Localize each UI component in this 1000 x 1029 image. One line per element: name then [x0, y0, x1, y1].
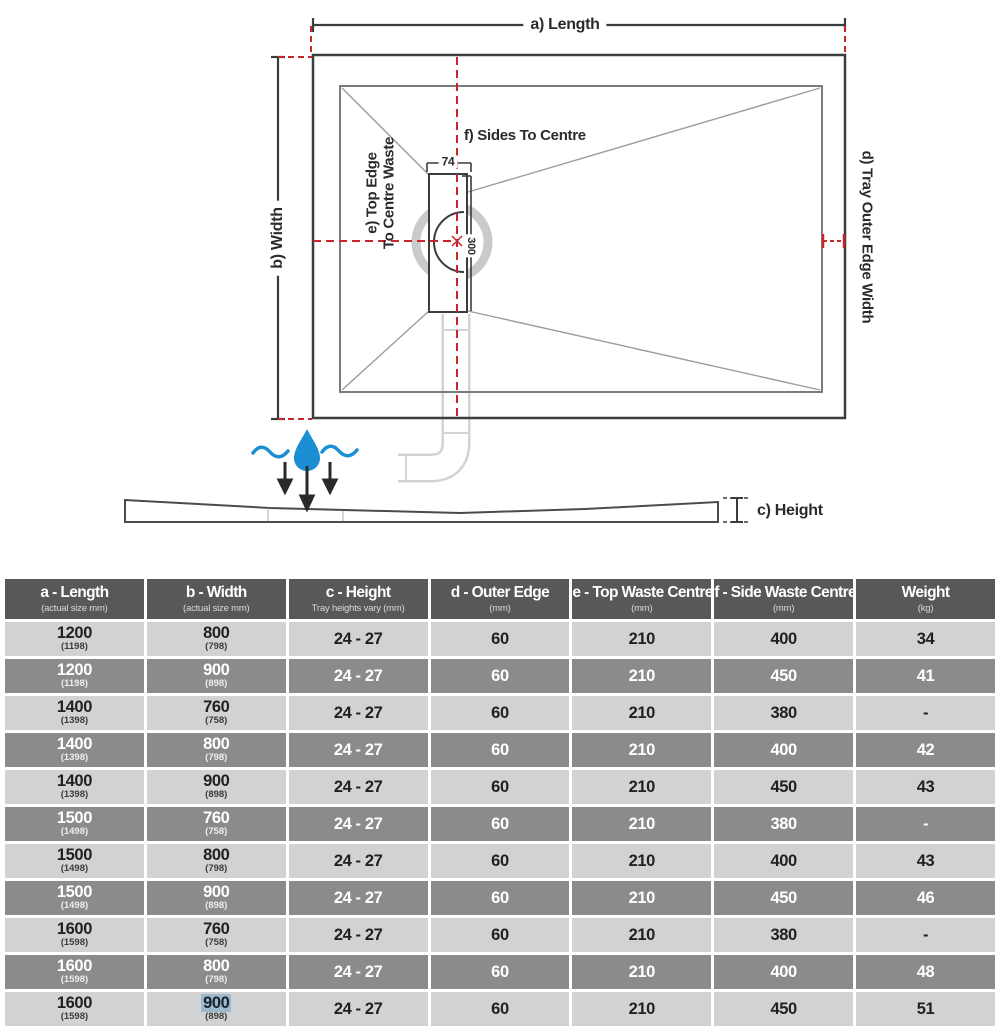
- cell-value: 1200: [56, 661, 92, 680]
- cell-actual-size: (898): [205, 789, 228, 801]
- cell-outer_edge: 60: [431, 659, 570, 693]
- cell-value: 1400: [56, 735, 92, 754]
- header-f-side-waste: [714, 579, 857, 619]
- water-drop-icon: [294, 429, 320, 471]
- cell-value: 1500: [56, 883, 92, 902]
- cell-weight: -: [856, 807, 995, 841]
- cell-side_waste: 400: [714, 955, 853, 989]
- cell-top_waste: 210: [572, 733, 711, 767]
- table-row: [5, 622, 995, 656]
- cell-top_waste: 210: [572, 807, 711, 841]
- label-e-line1: e) Top Edge: [363, 152, 381, 234]
- cell-length: [5, 622, 144, 656]
- cell-height: 24 - 27: [289, 955, 428, 989]
- cell-side_waste: 400: [714, 622, 853, 656]
- cell-actual-size: (798): [205, 752, 228, 764]
- cell-actual-size: (798): [205, 974, 228, 986]
- cell-actual-size: (1498): [60, 863, 89, 875]
- cell-actual-size: (1198): [60, 641, 88, 653]
- cell-outer_edge: 60: [431, 807, 570, 841]
- header-weight: [856, 579, 995, 619]
- water-flow-icon: [253, 429, 357, 509]
- cell-outer_edge: 60: [431, 881, 570, 915]
- cell-value: 800: [203, 957, 230, 976]
- table-row: [5, 733, 995, 767]
- cell-top_waste: 210: [572, 881, 711, 915]
- cell-top_waste: 210: [572, 659, 711, 693]
- cell-height: 24 - 27: [289, 733, 428, 767]
- cell-value: 900: [203, 883, 230, 902]
- header-subtitle: (actual size mm): [183, 603, 250, 614]
- cell-actual-size: (1598): [60, 1011, 89, 1023]
- cell-value: 1600: [56, 994, 92, 1013]
- cell-weight: 46: [856, 881, 995, 915]
- cell-actual-size: (1398): [60, 789, 89, 801]
- cell-actual-size: (1598): [60, 974, 89, 986]
- cell-top_waste: 210: [572, 770, 711, 804]
- cell-length: [5, 881, 144, 915]
- cell-length: [5, 733, 144, 767]
- cell-side_waste: 400: [714, 733, 853, 767]
- cell-actual-size: (898): [205, 1011, 228, 1023]
- table-row: [5, 992, 995, 1026]
- waste-pipe-icon: [398, 314, 470, 482]
- cell-side_waste: 450: [714, 992, 853, 1026]
- cell-outer_edge: 60: [431, 918, 570, 952]
- label-waste-width: 74: [439, 155, 458, 168]
- cell-top_waste: 210: [572, 696, 711, 730]
- cell-weight: 48: [856, 955, 995, 989]
- header-title: d - Outer Edge: [450, 584, 550, 601]
- spec-table: [2, 576, 998, 1029]
- wave-right-icon: [322, 446, 357, 456]
- cell-outer_edge: 60: [431, 844, 570, 878]
- cell-weight: 41: [856, 659, 995, 693]
- cell-width: [147, 955, 286, 989]
- cell-width: [147, 696, 286, 730]
- cell-actual-size: (898): [205, 678, 228, 690]
- cell-length: [5, 992, 144, 1026]
- cell-weight: 43: [856, 770, 995, 804]
- cell-height: 24 - 27: [289, 881, 428, 915]
- header-c-height: [289, 579, 428, 619]
- label-e-line2: To Centre Waste: [380, 136, 397, 250]
- cell-length: [5, 770, 144, 804]
- table-row: [5, 659, 995, 693]
- label-b-width: b) Width: [269, 200, 287, 275]
- cell-value: 760: [203, 920, 230, 939]
- cell-length: [5, 696, 144, 730]
- header-subtitle: (kg): [917, 603, 934, 614]
- label-f-sides: f) Sides To Centre: [464, 127, 586, 144]
- cell-value: 1600: [56, 957, 92, 976]
- header-title: Weight: [901, 584, 950, 601]
- cell-actual-size: (1598): [60, 937, 89, 949]
- cell-side_waste: 400: [714, 844, 853, 878]
- cell-length: [5, 807, 144, 841]
- cell-height: 24 - 27: [289, 918, 428, 952]
- tray-side-profile: [125, 500, 718, 522]
- cell-width: [147, 992, 286, 1026]
- header-subtitle: (mm): [631, 603, 653, 614]
- cell-value: 800: [203, 624, 230, 643]
- cell-value: 800: [203, 846, 230, 865]
- wave-left-icon: [253, 447, 288, 457]
- cell-top_waste: 210: [572, 918, 711, 952]
- cell-value: 900: [203, 661, 230, 680]
- cell-width: [147, 844, 286, 878]
- table-row: [5, 696, 995, 730]
- cell-value: 1600: [56, 920, 92, 939]
- cell-actual-size: (898): [205, 900, 228, 912]
- cell-width: [147, 622, 286, 656]
- cell-height: 24 - 27: [289, 807, 428, 841]
- table-row: [5, 955, 995, 989]
- cell-length: [5, 659, 144, 693]
- cell-width: [147, 918, 286, 952]
- cell-actual-size: (1198): [60, 678, 88, 690]
- cell-height: 24 - 27: [289, 770, 428, 804]
- header-title: a - Length: [40, 584, 109, 601]
- cell-value: 1400: [56, 772, 92, 791]
- cell-weight: 34: [856, 622, 995, 656]
- cell-weight: -: [856, 918, 995, 952]
- cell-actual-size: (798): [205, 641, 228, 653]
- cell-side_waste: 450: [714, 770, 853, 804]
- cell-width: [147, 770, 286, 804]
- cell-value: 900: [203, 772, 230, 791]
- cell-actual-size: (758): [205, 715, 228, 727]
- header-subtitle: (actual size mm): [41, 603, 108, 614]
- cell-width: [147, 733, 286, 767]
- dimension-lines: [271, 18, 845, 419]
- label-d-outer-edge: d) Tray Outer Edge Width: [858, 150, 876, 324]
- header-b-width: [147, 579, 286, 619]
- cell-outer_edge: 60: [431, 992, 570, 1026]
- table-row: [5, 807, 995, 841]
- cell-height: 24 - 27: [289, 844, 428, 878]
- cell-value: 800: [203, 735, 230, 754]
- cell-actual-size: (1498): [60, 826, 89, 838]
- cell-side_waste: 450: [714, 659, 853, 693]
- cell-top_waste: 210: [572, 622, 711, 656]
- highlighted-value: 900: [203, 994, 230, 1013]
- cell-actual-size: (798): [205, 863, 228, 875]
- cell-outer_edge: 60: [431, 696, 570, 730]
- spec-table-section: [2, 576, 998, 1029]
- label-c-height: c) Height: [757, 502, 823, 519]
- down-arrows-icon: [279, 462, 336, 509]
- spec-table-body: [5, 622, 995, 1026]
- cell-value: 1500: [56, 846, 92, 865]
- header-title: e - Top Waste Centre: [572, 584, 713, 601]
- header-d-outer-edge: [431, 579, 570, 619]
- cell-weight: 43: [856, 844, 995, 878]
- cell-length: [5, 844, 144, 878]
- header-subtitle: (mm): [772, 603, 795, 614]
- header-title: f - Side Waste Centre: [714, 584, 857, 601]
- cell-width: [147, 659, 286, 693]
- cell-height: 24 - 27: [289, 696, 428, 730]
- table-row: [5, 770, 995, 804]
- cell-value: 1400: [56, 698, 92, 717]
- cell-value: 760: [203, 809, 230, 828]
- waste-outline: [429, 174, 467, 312]
- height-bracket: [723, 498, 751, 522]
- cell-value: 1500: [56, 809, 92, 828]
- cell-length: [5, 918, 144, 952]
- cell-width: [147, 807, 286, 841]
- label-e-top-edge: [365, 137, 398, 249]
- cell-outer_edge: 60: [431, 733, 570, 767]
- cell-actual-size: (1498): [60, 900, 89, 912]
- table-row: [5, 844, 995, 878]
- header-title: b - Width: [185, 584, 247, 601]
- cell-side_waste: 380: [714, 807, 853, 841]
- cell-outer_edge: 60: [431, 955, 570, 989]
- header-a-length: [5, 579, 144, 619]
- table-header-row: [5, 579, 995, 619]
- cell-weight: 42: [856, 733, 995, 767]
- cell-width: [147, 881, 286, 915]
- cell-height: 24 - 27: [289, 659, 428, 693]
- table-row: [5, 881, 995, 915]
- cell-actual-size: (758): [205, 937, 228, 949]
- label-waste-length: 300: [465, 234, 477, 257]
- cell-side_waste: 380: [714, 696, 853, 730]
- cell-side_waste: 450: [714, 881, 853, 915]
- header-title: c - Height: [325, 584, 391, 601]
- cell-top_waste: 210: [572, 844, 711, 878]
- cell-outer_edge: 60: [431, 622, 570, 656]
- cell-weight: -: [856, 696, 995, 730]
- cell-actual-size: (1398): [60, 752, 89, 764]
- table-row: [5, 918, 995, 952]
- cell-value: 1200: [56, 624, 92, 643]
- header-subtitle: (mm): [489, 603, 511, 614]
- cell-weight: 51: [856, 992, 995, 1026]
- label-a-length: a) Length: [523, 16, 606, 34]
- cell-value: 760: [203, 698, 230, 717]
- cell-value: [147, 995, 286, 1012]
- cell-side_waste: 380: [714, 918, 853, 952]
- cell-height: 24 - 27: [289, 622, 428, 656]
- cell-outer_edge: 60: [431, 770, 570, 804]
- cell-top_waste: 210: [572, 955, 711, 989]
- cell-top_waste: 210: [572, 992, 711, 1026]
- header-e-top-waste: [572, 579, 711, 619]
- cell-length: [5, 955, 144, 989]
- cell-actual-size: (758): [205, 826, 228, 838]
- header-subtitle: Tray heights vary (mm): [311, 603, 405, 614]
- cell-actual-size: (1398): [60, 715, 89, 727]
- cell-height: 24 - 27: [289, 992, 428, 1026]
